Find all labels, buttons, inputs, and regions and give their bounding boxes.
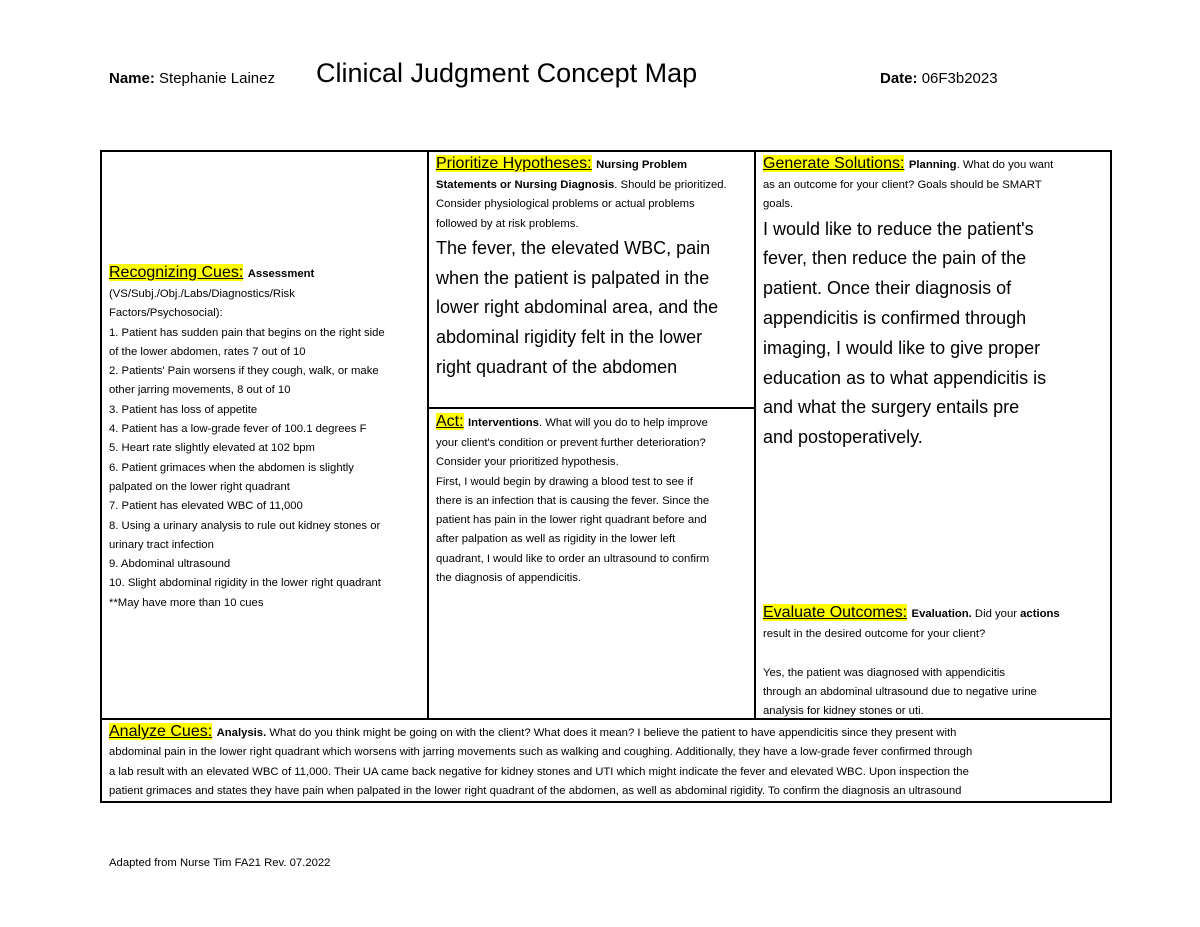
page-title: Clinical Judgment Concept Map xyxy=(316,58,698,88)
generate-answer-line: and postoperatively. xyxy=(763,427,923,448)
prioritize-hypotheses-cell xyxy=(436,153,752,405)
evaluate-line: Yes, the patient was diagnosed with appendicitis xyxy=(763,666,1006,679)
act-text xyxy=(436,434,752,588)
act-line: your client's condition or prevent further deterioration? xyxy=(436,437,706,449)
evaluate-line: result in the desired outcome for your client? xyxy=(763,628,986,640)
cue-line: of the lower abdomen, rates 7 out of 10 xyxy=(109,345,306,358)
cue-line: 5. Heart rate slightly elevated at 102 bpm xyxy=(109,442,315,455)
cue-line: 8. Using a urinary analysis to rule out kidney stones or xyxy=(109,519,381,532)
evaluate-outcomes-subheading-bold: actions xyxy=(1020,608,1060,620)
recognizing-cues-cell xyxy=(109,262,425,622)
prioritize-answer xyxy=(436,234,752,383)
generate-answer-line: patient. Once their diagnosis of xyxy=(763,278,1012,299)
prioritize-answer-line: right quadrant of the abdomen xyxy=(436,357,678,378)
generate-solutions-cell xyxy=(763,153,1108,453)
prioritize-instruction: followed by at risk problems. xyxy=(436,217,579,230)
analyze-line: patient grimaces and states they have pain when palpated in the lower right quadrant of the abdomen, as well as abdominal rigidity. To confirm the diagnosis an ultrasound xyxy=(109,784,962,797)
evaluate-outcomes-heading: Evaluate Outcomes: xyxy=(763,604,908,621)
act-subheading-rest: . What will you do to help improve xyxy=(538,417,708,429)
divider-col1 xyxy=(427,150,429,720)
cue-line: 4. Patient has a low-grade fever of 100.1 degrees F xyxy=(109,423,367,436)
generate-instruction: goals. xyxy=(763,198,794,211)
name-field xyxy=(109,70,275,87)
prioritize-subheading-bold: Statements or Nursing Diagnosis xyxy=(436,179,615,191)
cue-line: 6. Patient grimaces when the abdomen is slightly xyxy=(109,461,354,474)
evaluate-outcomes-cell xyxy=(763,602,1108,718)
analyze-line: a lab result with an elevated WBC of 11,000. Their UA came back negative for kidney stones and UTI which might indicate the fever and elevated WBC. Upon inspection the xyxy=(109,765,969,778)
analyze-first-line: What do you think might be going on with the client? What does it mean? I believe the patient to have appendicitis since they present with xyxy=(266,727,957,739)
cue-line: 1. Patient has sudden pain that begins on the right side xyxy=(109,326,385,339)
act-line: patient has pain in the lower right quadrant before and xyxy=(436,514,707,527)
analyze-line: abdominal pain in the lower right quadrant which worsens with jarring movements such as walking and coughing. Additionally, they have a low-grade fever confirmed through xyxy=(109,746,973,759)
generate-answer-line: fever, then reduce the pain of the xyxy=(763,248,1027,269)
generate-solutions-heading: Generate Solutions: xyxy=(763,155,905,172)
footer-credit: Adapted from Nurse Tim FA21 Rev. 07.2022 xyxy=(109,857,331,869)
generate-answer-line: education as to what appendicitis is xyxy=(763,367,1047,388)
prioritize-answer-line: when the patient is palpated in the xyxy=(436,267,710,288)
name-value: Stephanie Lainez xyxy=(159,70,275,87)
generate-solutions-subheading-rest: . What do you want xyxy=(956,159,1054,171)
act-subheading: Interventions xyxy=(468,417,539,429)
recognizing-cues-heading: Recognizing Cues: xyxy=(109,264,244,281)
prioritize-answer-line: The fever, the elevated WBC, pain xyxy=(436,237,711,258)
cue-line: 10. Slight abdominal rigidity in the lower right quadrant xyxy=(109,577,381,590)
cue-line: 9. Abdominal ultrasound xyxy=(109,558,231,571)
divider-col2 xyxy=(754,150,756,720)
evaluate-line: through an abdominal ultrasound due to negative urine xyxy=(763,685,1037,698)
divider-analyze xyxy=(100,718,1112,720)
act-line: quadrant, I would like to order an ultrasound to confirm xyxy=(436,552,710,565)
cue-line: urinary tract infection xyxy=(109,538,214,551)
act-heading: Act: xyxy=(436,413,464,430)
act-cell xyxy=(436,411,752,711)
cue-line: 7. Patient has elevated WBC of 11,000 xyxy=(109,500,303,513)
prioritize-answer-line: abdominal rigidity felt in the lower xyxy=(436,327,703,348)
cue-line: 3. Patient has loss of appetite xyxy=(109,403,258,416)
prioritize-hypotheses-subheading: Nursing Problem xyxy=(596,159,688,171)
generate-answer-line: imaging, I would like to give proper xyxy=(763,337,1041,358)
generate-answer xyxy=(763,215,1108,453)
date-field xyxy=(880,70,998,87)
analyze-text xyxy=(109,743,1109,801)
prioritize-hypotheses-heading: Prioritize Hypotheses: xyxy=(436,155,592,172)
evaluate-outcomes-subheading-mid: Did your xyxy=(971,608,1021,620)
act-line: after palpation as well as rigidity in the lower left xyxy=(436,533,676,546)
name-label: Name: xyxy=(109,70,155,87)
evaluate-line: analysis for kidney stones or uti. xyxy=(763,705,924,718)
cue-line: other jarring movements, 8 out of 10 xyxy=(109,384,291,397)
cue-line: Factors/Psychosocial): xyxy=(109,307,223,320)
generate-instruction: as an outcome for your client? Goals should be SMART xyxy=(763,179,1042,191)
cue-line: palpated on the lower right quadrant xyxy=(109,480,290,493)
cue-line: 2. Patients' Pain worsens if they cough, walk, or make xyxy=(109,365,379,378)
evaluate-line xyxy=(763,644,1108,663)
generate-answer-line: and what the surgery entails pre xyxy=(763,397,1020,418)
prioritize-answer-line: lower right abdominal area, and the xyxy=(436,297,719,318)
prioritize-instruction: Consider physiological problems or actual problems xyxy=(436,198,695,211)
evaluate-text xyxy=(763,625,1108,718)
act-line: First, I would begin by drawing a blood test to see if xyxy=(436,475,693,488)
act-line: the diagnosis of appendicitis. xyxy=(436,572,582,585)
cue-line: **May have more than 10 cues xyxy=(109,596,264,609)
analyze-cues-subheading: Analysis. xyxy=(216,727,267,739)
generate-answer-line: I would like to reduce the patient's xyxy=(763,218,1034,239)
recognizing-cues-subheading: Assessment xyxy=(247,268,315,280)
generate-answer-line: appendicitis is confirmed through xyxy=(763,307,1027,328)
evaluate-outcomes-subheading: Evaluation. xyxy=(911,608,972,620)
recognizing-cues-list xyxy=(109,285,425,613)
date-value: 06F3b2023 xyxy=(921,70,998,87)
analyze-cues-cell xyxy=(109,722,1109,801)
act-line: Consider your prioritized hypothesis. xyxy=(436,456,619,469)
date-label: Date: xyxy=(880,70,918,87)
generate-solutions-subheading: Planning xyxy=(908,159,957,171)
cue-line: (VS/Subj./Obj./Labs/Diagnostics/Risk xyxy=(109,288,295,300)
prioritize-subheading-line xyxy=(436,176,752,195)
prioritize-subheading-rest: . Should be prioritized. xyxy=(614,179,727,191)
divider-act xyxy=(427,407,756,409)
act-line: there is an infection that is causing the fever. Since the xyxy=(436,494,710,507)
analyze-cues-heading: Analyze Cues: xyxy=(109,723,213,740)
